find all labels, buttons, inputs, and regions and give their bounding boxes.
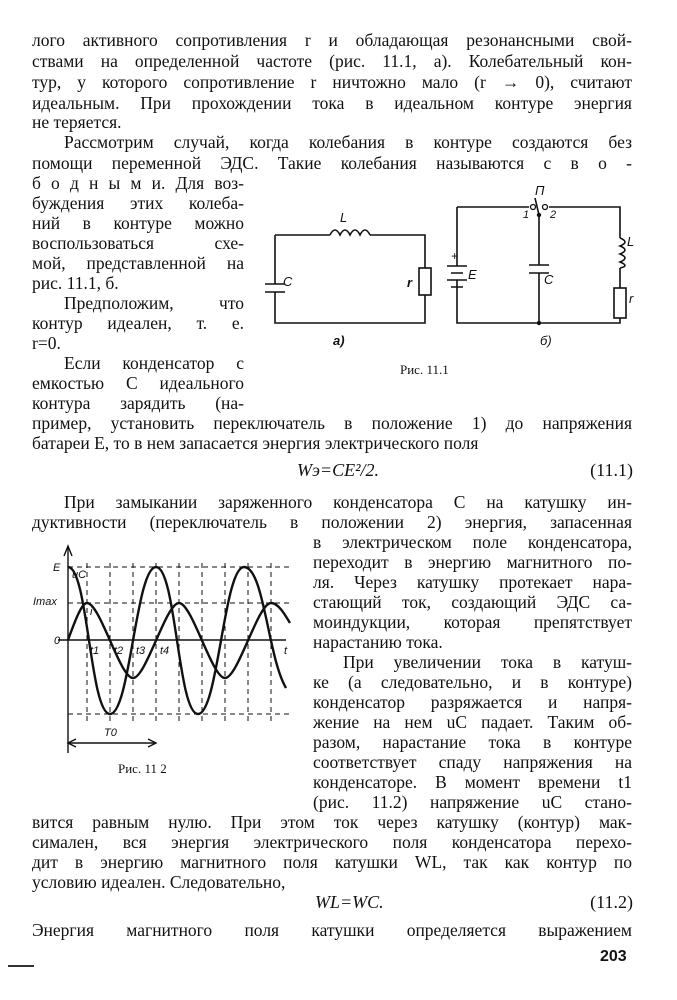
text-line: мой, представленной на <box>32 253 244 273</box>
label-t4: t4 <box>160 645 170 657</box>
resistor-b <box>614 288 626 318</box>
label-a: а) <box>333 333 345 348</box>
equation-number-11-1: (11.1) <box>590 460 633 480</box>
text-line: соответствует спаду напряжения на <box>313 752 632 772</box>
label-plus: + <box>451 249 459 263</box>
text-line: конденсатор разряжается и напря- <box>313 692 632 712</box>
equation-11-1: Wэ=CE²/2. <box>297 460 379 480</box>
text-line: разом, нарастание тока в контуре <box>313 732 632 752</box>
label-r-b: r <box>629 291 634 306</box>
text-line: жение на нем uC падает. Таким об- <box>313 712 632 732</box>
text-line: дит в энергию магнитного поля катушки WL, так как контур по <box>32 852 632 872</box>
text-line: Если конденсатор с <box>64 353 244 373</box>
text-line: в электрическом поле конденсатора, <box>313 532 632 552</box>
figure-11-1 <box>255 180 645 385</box>
label-pos1: 1 <box>523 209 530 221</box>
label-t1: t1 <box>90 645 100 657</box>
text-line: рис. 11.1, б. <box>32 273 119 293</box>
text-line: При увеличении тока в катуш- <box>343 652 632 672</box>
figure-11-2 <box>28 538 303 778</box>
text-line: идеальным. При прохождении тока в идеальном контуре энергия <box>32 93 632 113</box>
label-r-a: r <box>407 275 413 290</box>
equation-11-2: WL=WC. <box>315 892 384 912</box>
label-t3: t3 <box>136 645 146 657</box>
label-Imax: Imax <box>33 596 57 608</box>
label-i: i <box>90 606 93 618</box>
capacitor-a <box>265 284 285 292</box>
caption-fig-11-1: Рис. 11.1 <box>400 362 449 377</box>
label-C-b: C <box>544 272 554 287</box>
text-line: воспользоваться схе- <box>32 233 244 253</box>
margin-mark <box>8 965 34 967</box>
label-T0: T0 <box>104 727 117 739</box>
text-line: тур, у которого сопротивление r ничтожно мало (r → 0), считают <box>32 72 632 92</box>
resistor-a <box>419 268 431 295</box>
label-t2: t2 <box>114 645 124 657</box>
label-C-a: C <box>283 274 293 289</box>
equation-number-11-2: (11.2) <box>590 892 633 912</box>
text-line: переходит в энергию магнитного по- <box>313 552 632 572</box>
text-line: моиндукции, которая препятствует <box>313 612 632 632</box>
text-line: Энергия магнитного поля катушки определяется выражением <box>32 920 632 940</box>
text-line: (рис. 11.2) напряжение uC стано- <box>313 792 632 812</box>
text-line: дуктивности (переключатель в положении 2) энергия, запасенная <box>32 512 632 532</box>
text-line: батареи E, то в нем запасается энергия электрического поля <box>32 433 479 453</box>
text-line: помощи переменной ЭДС. Такие колебания называются с в о - <box>32 153 632 173</box>
label-pos2: 2 <box>550 209 557 221</box>
text-line: симален, вся энергия электрического поля конденсатора перехо- <box>32 832 632 852</box>
text-line: ля. Через катушку протекает нара- <box>313 572 632 592</box>
text-line: нарастанию тока. <box>313 632 443 652</box>
text-line: ке (а следовательно, и в контуре) <box>313 672 632 692</box>
text-line: емкостью C идеального <box>32 373 244 393</box>
text-line: контур идеален, т. е. <box>32 313 244 333</box>
text-line: буждения этих колеба- <box>32 193 244 213</box>
text-line: При замыкании заряженного конденсатора C на катушку ин- <box>64 492 632 512</box>
text-line: Предположим, что <box>64 293 244 313</box>
text-line: конденсаторе. В момент времени t1 <box>313 772 632 792</box>
text-line: контура зарядить (на- <box>32 393 244 413</box>
text-line: б о д н ы м и. Для воз- <box>32 173 244 193</box>
caption-fig-11-2: Рис. 11 2 <box>118 761 167 776</box>
label-E: E <box>468 267 477 282</box>
label-P: П <box>535 183 545 198</box>
label-b: б) <box>540 333 552 348</box>
text-line: не теряется. <box>32 112 122 132</box>
text-line: стающий ток, создающий ЭДС са- <box>313 592 632 612</box>
label-zero: 0 <box>54 635 61 647</box>
page-number: 203 <box>600 948 627 965</box>
inductor-coil-a <box>330 230 370 235</box>
label-L-b: L <box>627 234 635 249</box>
text-line: ний в контуре можно <box>32 213 244 233</box>
text-line: пример, установить переключатель в положение 1) до напряжения <box>32 413 632 433</box>
label-L-a: L <box>340 210 348 225</box>
text-line: условию идеален. Следовательно, <box>32 872 286 892</box>
text-line: r=0. <box>32 333 61 353</box>
label-t: t <box>284 645 288 657</box>
label-E: E <box>53 562 61 574</box>
label-uC: uC <box>72 569 87 581</box>
text-line: ствами на определенной частоте (рис. 11.1, а). Колебательный кон- <box>32 51 632 71</box>
text-line: Рассмотрим случай, когда колебания в контуре создаются без <box>64 132 632 152</box>
text-line: вится равным нулю. При этом ток через катушку (контур) мак- <box>32 812 632 832</box>
text-line: лого активного сопротивления r и обладающая резонансными свой- <box>32 30 632 50</box>
inductor-coil-b <box>620 238 625 268</box>
